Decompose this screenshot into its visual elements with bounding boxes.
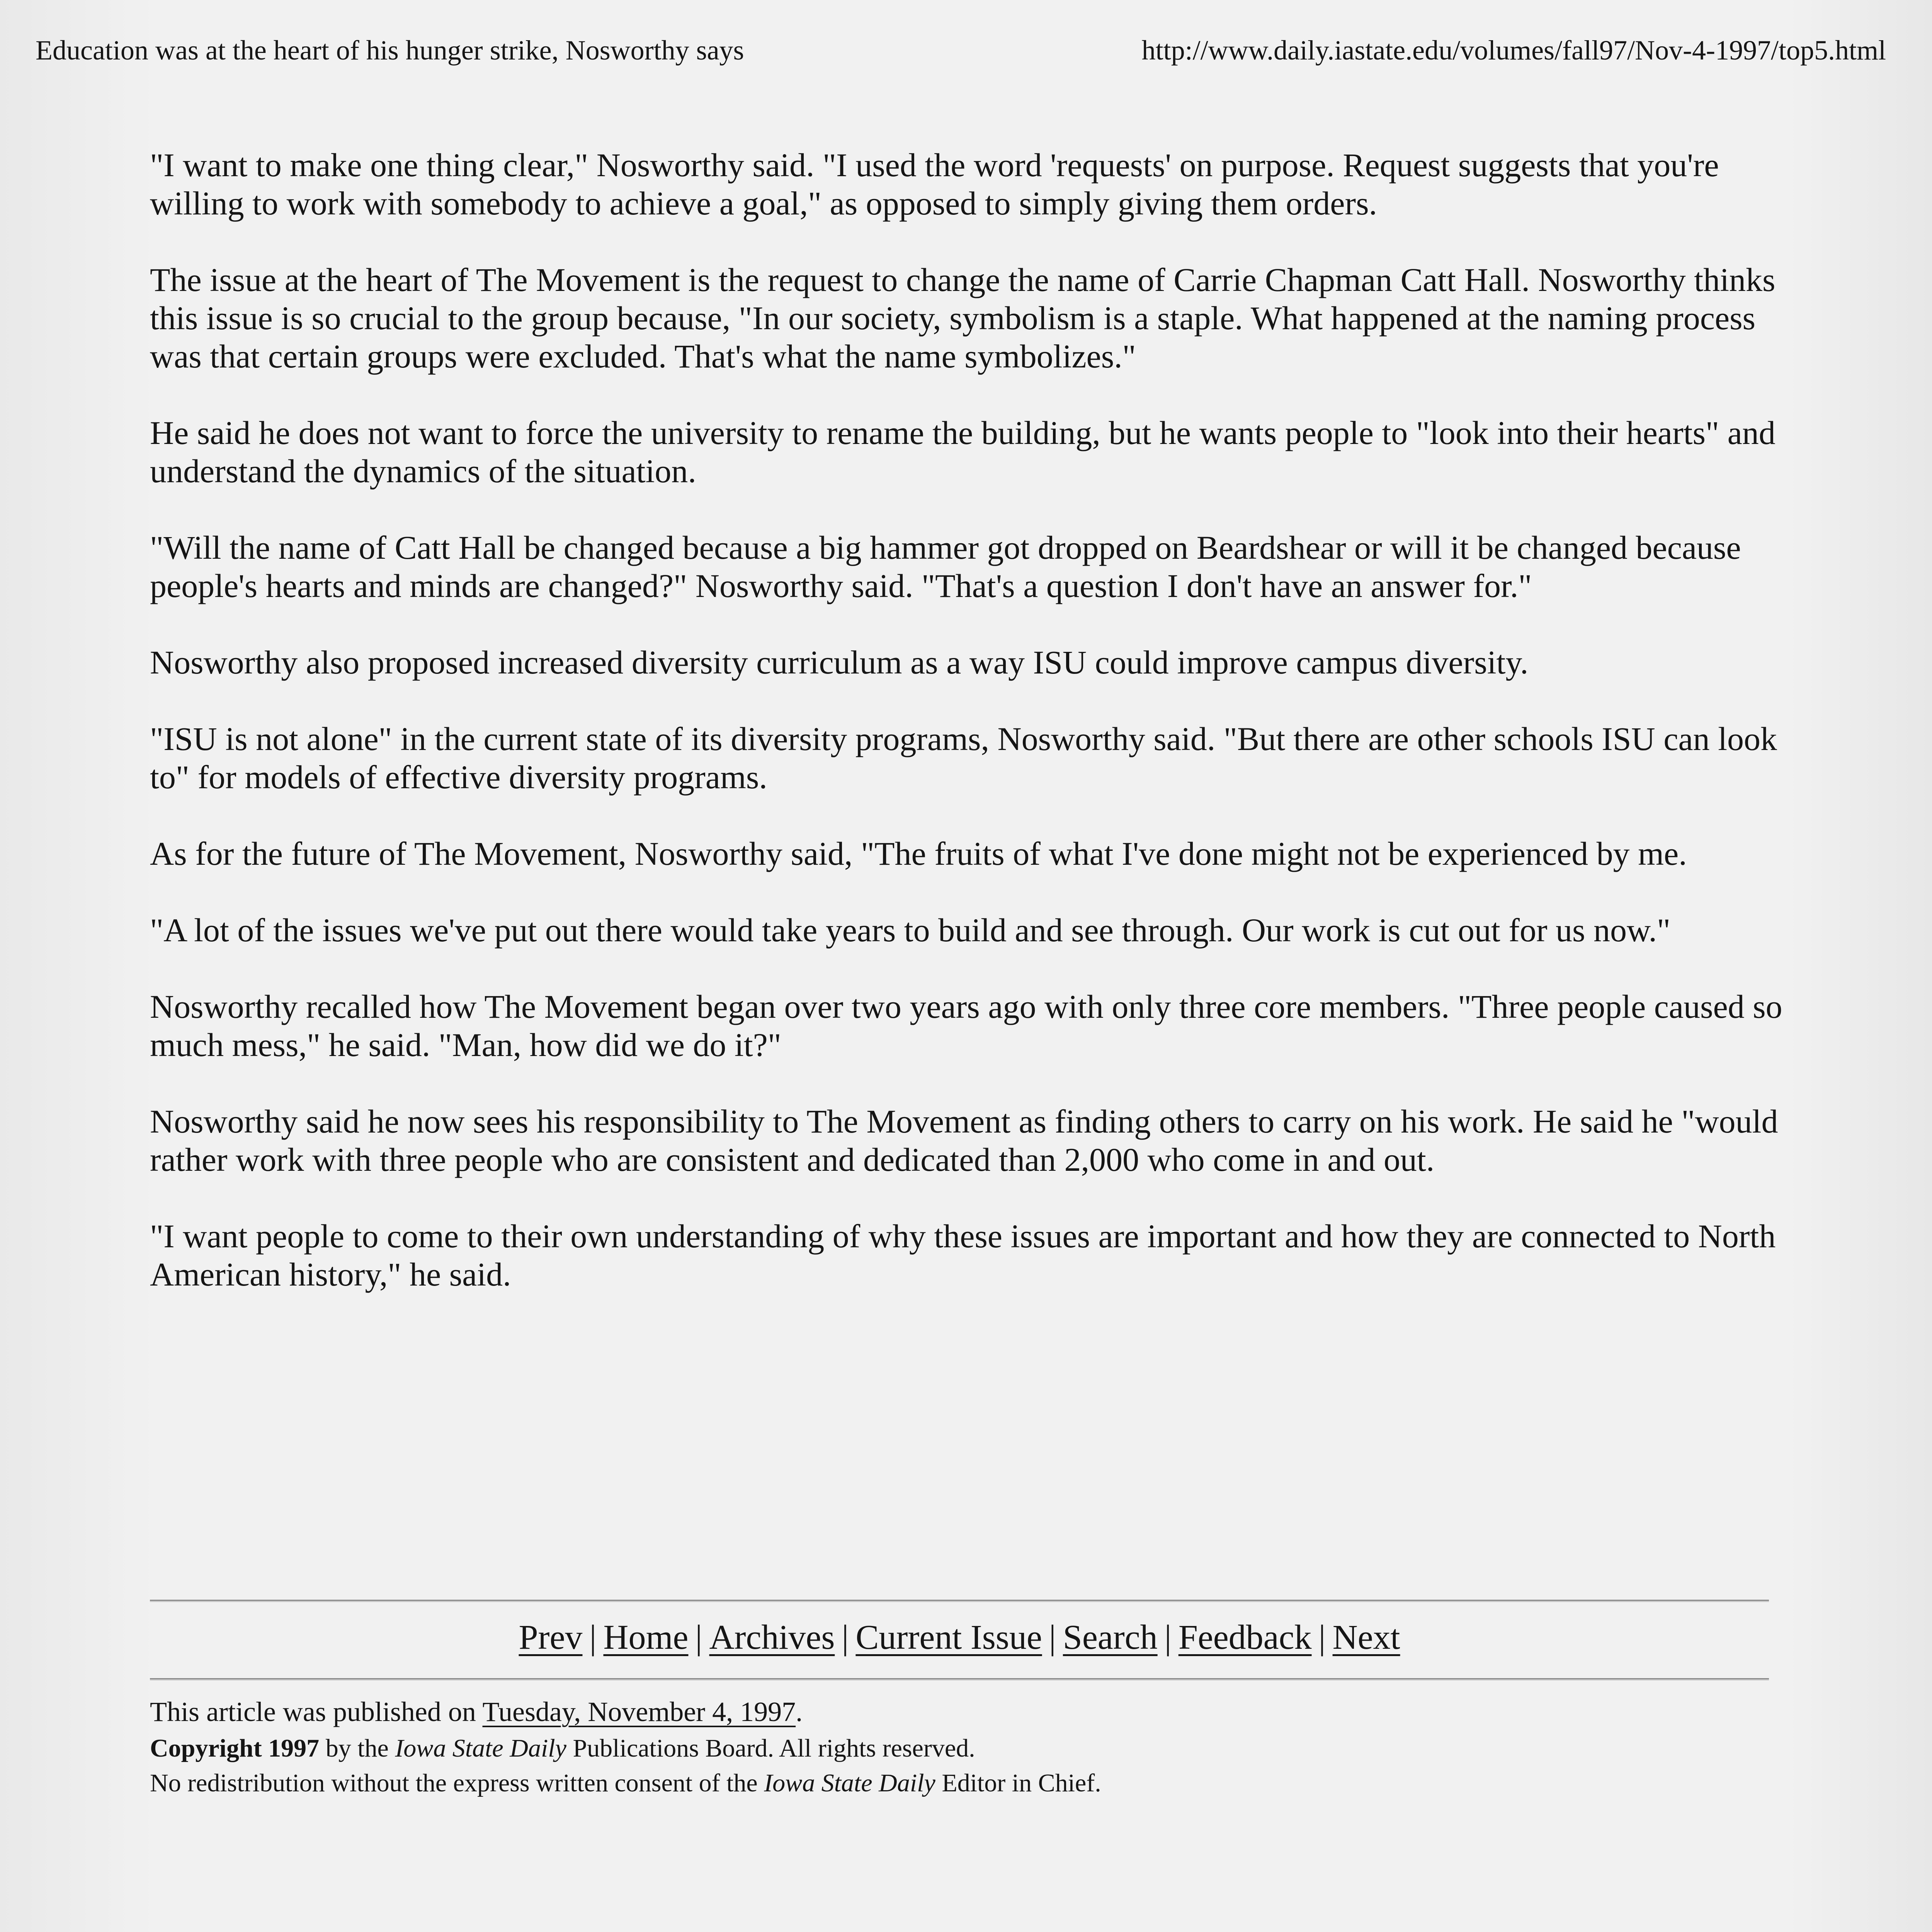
article-paragraph: "I want people to come to their own understanding of why these issues are important and how they are connected to North American history," he said. (150, 1218, 1776, 1293)
paper-name: Iowa State Daily (764, 1769, 935, 1797)
nav-divider-bottom (150, 1678, 1769, 1680)
article-paragraph: Nosworthy said he now sees his responsibility to The Movement as finding others to carry on his work. He said he "would rather work with three people who are consistent and dedicated than 2,000 who come in and out. (150, 1103, 1778, 1178)
copyright-end: Publications Board. All rights reserved. (566, 1734, 975, 1762)
copyright-mid: by the (319, 1734, 395, 1762)
article-paragraph: "Will the name of Catt Hall be changed because a big hammer got dropped on Beardshear or will it be changed because people's hearts and minds are changed?" Nosworthy said. "That's a question I don't have an answer for." (150, 529, 1741, 604)
published-prefix: This article was published on (150, 1696, 483, 1727)
published-date-line (150, 1692, 1788, 1731)
publication-info (150, 1692, 1788, 1801)
nav-separator: | (695, 1618, 702, 1656)
nav-separator: | (1049, 1618, 1056, 1656)
article-body (150, 146, 1788, 1332)
paper-name: Iowa State Daily (395, 1734, 566, 1762)
print-header (36, 31, 1886, 70)
nav-current-issue-link[interactable]: Current Issue (855, 1618, 1042, 1656)
nav-prev-link[interactable]: Prev (519, 1618, 583, 1656)
article-paragraph: As for the future of The Movement, Nosworthy said, "The fruits of what I've done might not be experienced by me. (150, 835, 1687, 872)
redistribution-line (150, 1766, 1788, 1801)
article-paragraph: The issue at the heart of The Movement is the request to change the name of Carrie Chapman Catt Hall. Nosworthy thinks this issue is so crucial to the group because, "In our society, symbolism is a staple. What happened at the naming process was that certain groups were excluded. That's what the name symbolizes." (150, 261, 1776, 375)
nav-separator: | (1318, 1618, 1326, 1656)
redistribution-end: Editor in Chief. (935, 1769, 1101, 1797)
nav-archives-link[interactable]: Archives (709, 1618, 835, 1656)
article-paragraph: "A lot of the issues we've put out there would take years to build and see through. Our work is cut out for us now." (150, 912, 1671, 949)
article-paragraph: He said he does not want to force the university to rename the building, but he wants people to "look into their hearts" and understand the dynamics of the situation. (150, 414, 1776, 490)
published-suffix: . (796, 1696, 803, 1727)
nav-separator: | (1164, 1618, 1172, 1656)
nav-feedback-link[interactable]: Feedback (1178, 1618, 1312, 1656)
article-paragraph: Nosworthy also proposed increased diversity curriculum as a way ISU could improve campus diversity. (150, 644, 1529, 681)
article-navigation (150, 1614, 1769, 1661)
redistribution-start: No redistribution without the express written consent of the (150, 1769, 764, 1797)
print-header-url: http://www.daily.iastate.edu/volumes/fall97/Nov-4-1997/top5.html (1141, 35, 1886, 66)
copyright-year: Copyright 1997 (150, 1734, 320, 1762)
nav-home-link[interactable]: Home (603, 1618, 689, 1656)
nav-next-link[interactable]: Next (1332, 1618, 1400, 1656)
article-paragraph: "ISU is not alone" in the current state of its diversity programs, Nosworthy said. "But there are other schools ISU can look to" for models of effective diversity programs. (150, 720, 1777, 796)
nav-divider-top (150, 1600, 1769, 1602)
article-paragraph: "I want to make one thing clear," Nosworthy said. "I used the word 'requests' on purpose. Request suggests that you're willing to work with somebody to achieve a goal," as opposed to simply giving them orders. (150, 146, 1719, 222)
print-header-title: Education was at the heart of his hunger strike, Nosworthy says (36, 35, 744, 66)
article-paragraph: Nosworthy recalled how The Movement began over two years ago with only three core members. "Three people caused so much mess," he said. "Man, how did we do it?" (150, 988, 1782, 1063)
nav-separator: | (842, 1618, 849, 1656)
nav-search-link[interactable]: Search (1063, 1618, 1158, 1656)
published-date-link[interactable]: Tuesday, November 4, 1997 (482, 1696, 796, 1727)
nav-separator: | (589, 1618, 597, 1656)
copyright-line (150, 1731, 1788, 1766)
